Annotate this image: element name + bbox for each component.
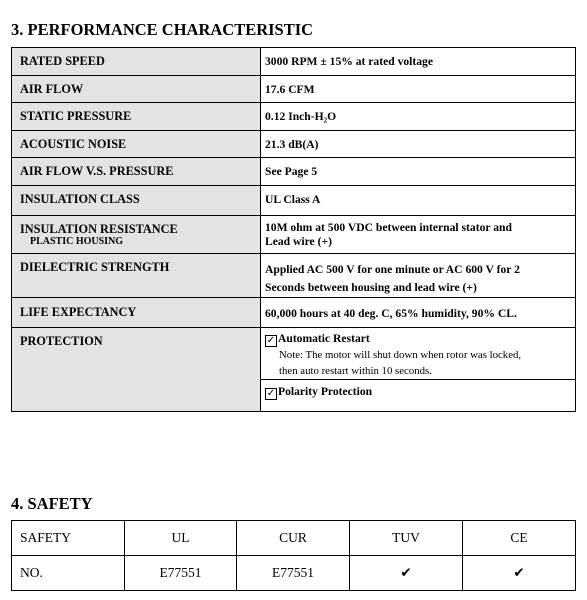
checked-checkbox-icon: ✓ [266, 335, 276, 346]
table-row [12, 158, 576, 186]
header-cell: TUV [350, 521, 463, 556]
row-value: See Page 5 [261, 158, 576, 186]
protection-note-line: Note: The motor will shut down when rotor was locked, [279, 349, 522, 361]
value-line: Seconds between housing and lead wire (+) [265, 281, 477, 294]
row-label: RATED SPEED [12, 48, 261, 76]
header-cell: SAFETY [12, 521, 125, 556]
table-row [12, 76, 576, 103]
check-mark-icon: ✔ [350, 556, 463, 591]
row-label: INSULATION CLASS [12, 186, 261, 216]
table-row [12, 131, 576, 158]
header-cell: UL [125, 521, 237, 556]
protection-note-line: then auto restart within 10 seconds. [279, 365, 432, 377]
insulation-sublabel: PLASTIC HOUSING [30, 236, 124, 247]
performance-table [11, 47, 576, 412]
row-label: ACOUSTIC NOISE [12, 131, 261, 158]
table-row [12, 328, 576, 412]
header-cell: CUR [237, 521, 350, 556]
row-label: AIR FLOW [12, 76, 261, 103]
safety-table [11, 520, 576, 591]
row-label [12, 216, 261, 254]
table-row [12, 556, 576, 591]
row-value [261, 328, 576, 412]
table-header-row [12, 521, 576, 556]
row-value: 0.12 Inch-H₂O [261, 103, 576, 131]
row-label: DIELECTRIC STRENGTH [12, 254, 261, 298]
table-row [12, 103, 576, 131]
table-cell: NO. [12, 556, 125, 591]
checked-checkbox-icon: ✓ [266, 388, 276, 399]
row-value: 3000 RPM ± 15% at rated voltage [261, 48, 576, 76]
header-cell: CE [463, 521, 576, 556]
automatic-restart-label: Automatic Restart [278, 332, 370, 345]
table-row [12, 298, 576, 328]
table-cell: E77551 [125, 556, 237, 591]
row-value [261, 216, 576, 254]
row-label: STATIC PRESSURE [12, 103, 261, 131]
value-line: 10M ohm at 500 VDC between internal stator and [265, 221, 512, 234]
row-value [261, 254, 576, 298]
row-label: PROTECTION [12, 328, 261, 412]
polarity-protection-label: Polarity Protection [278, 385, 373, 398]
polarity-protection-option [261, 379, 575, 404]
automatic-restart-option [265, 331, 571, 347]
table-row [12, 216, 576, 254]
row-value: 60,000 hours at 40 deg. C, 65% humidity, 90% CL. [261, 298, 576, 328]
check-mark-icon: ✔ [463, 556, 576, 591]
insulation-label: INSULATION RESISTANCE [20, 222, 178, 236]
row-value: 21.3 dB(A) [261, 131, 576, 158]
table-row [12, 48, 576, 76]
row-label: LIFE EXPECTANCY [12, 298, 261, 328]
section-heading-performance: 3. PERFORMANCE CHARACTERISTIC [11, 20, 314, 39]
row-label: AIR FLOW V.S. PRESSURE [12, 158, 261, 186]
value-line: Lead wire (+) [265, 235, 332, 248]
row-value: UL Class A [261, 186, 576, 216]
row-value: 17.6 CFM [261, 76, 576, 103]
section-heading-safety: 4. SAFETY [11, 494, 93, 513]
table-row [12, 186, 576, 216]
table-cell: E77551 [237, 556, 350, 591]
table-row [12, 254, 576, 298]
value-line: Applied AC 500 V for one minute or AC 600 V for 2 [265, 263, 520, 276]
